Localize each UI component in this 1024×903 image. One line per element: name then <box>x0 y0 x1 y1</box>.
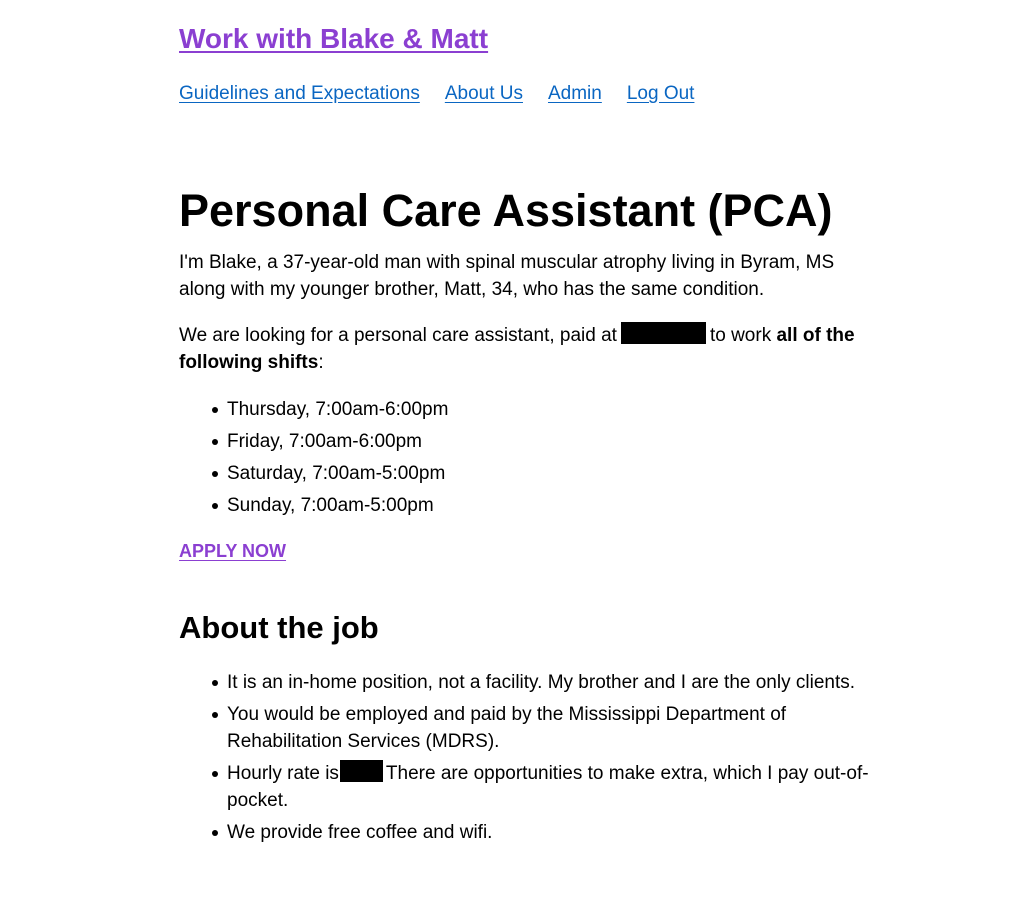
main-nav <box>179 81 694 107</box>
list-item: Sunday, 7:00am-5:00pm <box>227 492 879 519</box>
looking-text-before: We are looking for a personal care assistant, paid at <box>179 325 617 346</box>
apply-now-link[interactable]: APPLY NOW <box>179 541 287 561</box>
intro-paragraph: I'm Blake, a 37-year-old man with spinal muscular atrophy living in Byram, MS along with my younger brother, Matt, 34, who has the same condition. <box>179 252 835 300</box>
list-item <box>227 760 879 814</box>
list-item: Saturday, 7:00am-5:00pm <box>227 460 879 487</box>
looking-text-bold: all of the following shifts <box>179 325 855 373</box>
nav-link-admin[interactable]: Admin <box>547 83 602 104</box>
list-item: It is an in-home position, not a facility. My brother and I are the only clients. <box>227 669 879 696</box>
about-job-heading: About the job <box>179 610 379 645</box>
looking-paragraph <box>179 322 879 376</box>
list-item: Friday, 7:00am-6:00pm <box>227 428 879 455</box>
list-item: Thursday, 7:00am-6:00pm <box>227 396 879 423</box>
redacted-rate-block <box>340 760 383 782</box>
hourly-rate-text-before: Hourly rate is <box>227 763 339 784</box>
list-item: We provide free coffee and wifi. <box>227 819 879 846</box>
looking-text-after: to work <box>709 325 772 346</box>
hourly-rate-text-after: There are opportunities to make extra, which I pay out-of-pocket. <box>227 763 869 811</box>
nav-link-guidelines[interactable]: Guidelines and Expectations <box>179 83 420 104</box>
looking-text-end: : <box>318 352 324 373</box>
about-job-list <box>227 669 879 851</box>
list-item: You would be employed and paid by the Mississippi Department of Rehabilitation Services (MDRS). <box>227 701 879 755</box>
redacted-pay-block <box>621 322 706 344</box>
page-title: Personal Care Assistant (PCA) <box>179 185 833 236</box>
nav-link-log-out[interactable]: Log Out <box>626 83 695 104</box>
nav-link-about-us[interactable]: About Us <box>444 83 523 104</box>
shift-list <box>227 396 879 524</box>
site-title-link[interactable]: Work with Blake & Matt <box>179 23 489 54</box>
